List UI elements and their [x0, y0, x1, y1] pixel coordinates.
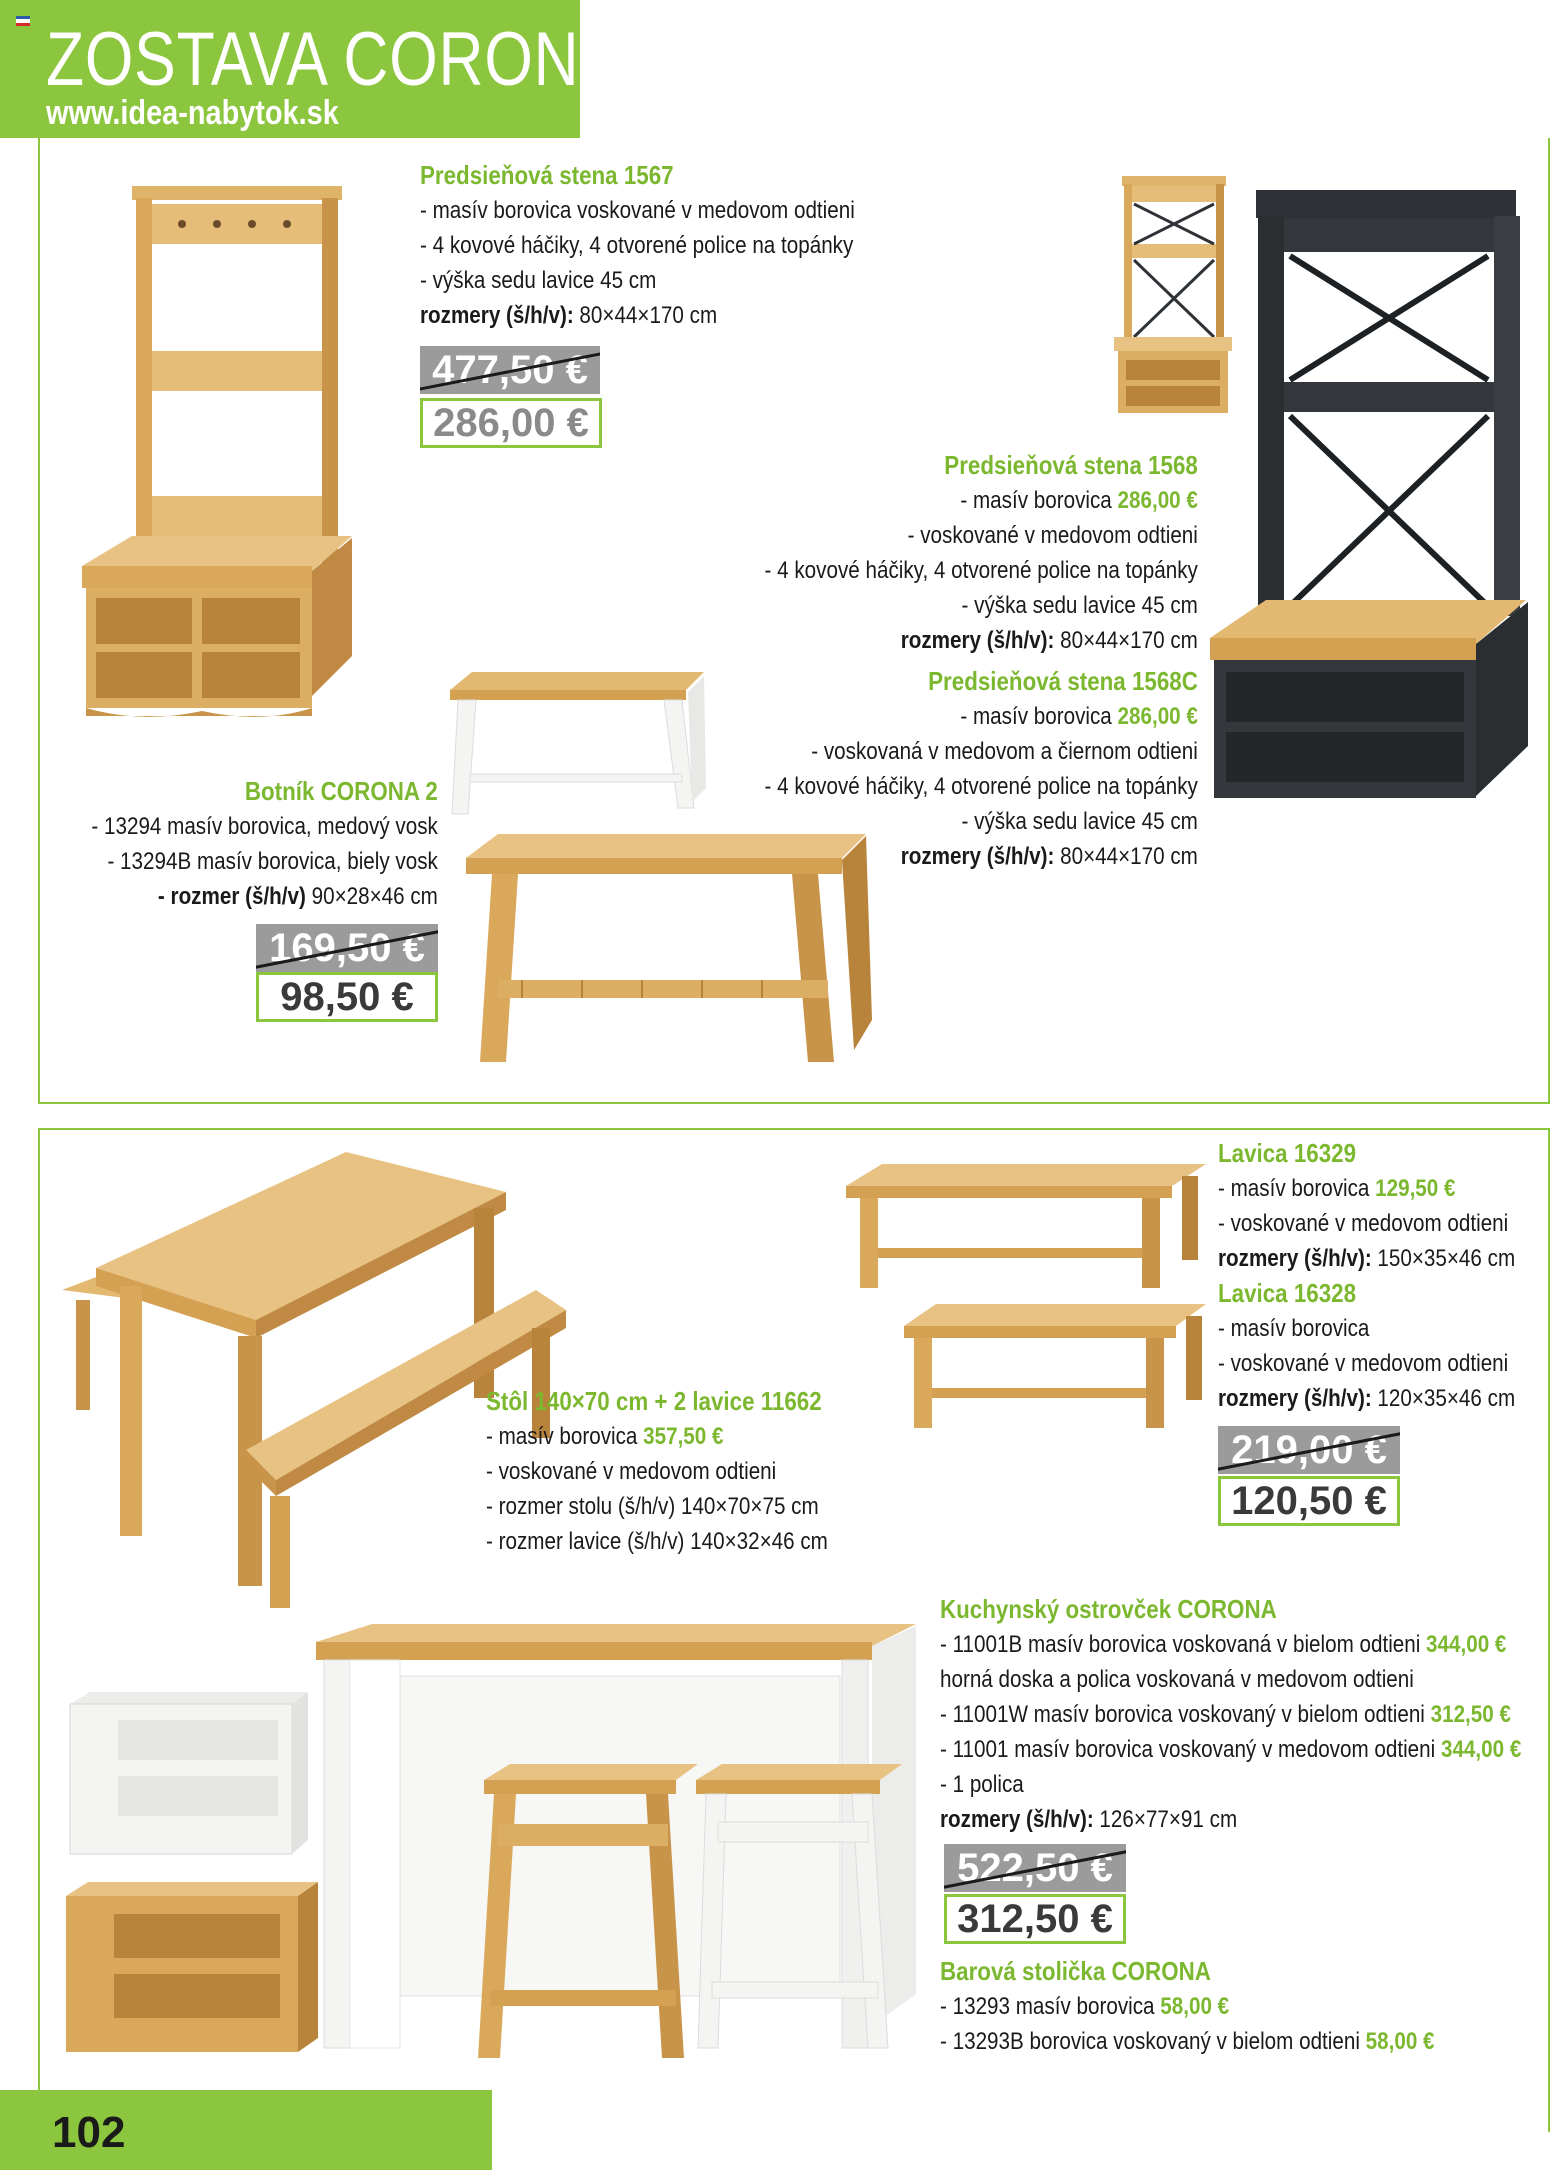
spec-line: - voskované v medovom odtieni: [1218, 1350, 1509, 1377]
botnik-info: [92, 774, 438, 914]
flag-icon: [16, 16, 30, 26]
spec-line: - 13294B masív borovica, biely vosk: [107, 848, 438, 875]
spec-text: - 11001B masív borovica voskovaná v bielom odtieni: [940, 1631, 1427, 1658]
sale-price: 120,50 €: [1218, 1476, 1400, 1526]
product-title: Botník CORONA 2: [245, 776, 438, 806]
dimensions: [420, 298, 855, 333]
spec-line: - voskované v medovom odtieni: [486, 1458, 777, 1485]
old-price: 522,50 €: [944, 1844, 1126, 1892]
inline-price: 286,00 €: [1117, 487, 1198, 514]
spec-text: - 13293B borovica voskovaný v bielom odtieni: [940, 2028, 1366, 2055]
price-line: [486, 1419, 828, 1454]
old-price: 169,50 €: [256, 924, 438, 972]
dimensions-label: rozmery (š/h/v):: [940, 1806, 1094, 1833]
white-shelf-image: [66, 1690, 312, 1858]
spec-line: - masív borovica: [1218, 1315, 1370, 1342]
spec-line: - 1 polica: [940, 1771, 1024, 1798]
dimensions-value: 120×35×46 cm: [1371, 1385, 1516, 1412]
spec-text: - masív borovica: [960, 487, 1118, 514]
website-link[interactable]: www.idea-nabytok.sk: [46, 94, 339, 132]
product-title: Stôl 140×70 cm + 2 lavice 11662: [486, 1386, 822, 1416]
stena-1568-info: [765, 448, 1198, 658]
white-shoe-bench-image: [442, 668, 712, 816]
bench-16328-image: [900, 1298, 1210, 1430]
price-line: [940, 1989, 1435, 2024]
spec-text: - masív borovica: [1218, 1175, 1376, 1202]
sale-price: 98,50 €: [256, 972, 438, 1022]
spec-line: - rozmer lavice (š/h/v) 140×32×46 cm: [486, 1528, 828, 1555]
inline-price: 357,50 €: [643, 1423, 724, 1450]
spec-text: - 11001W masív borovica voskovaný v bielom odtieni: [940, 1701, 1431, 1728]
price-line: [765, 483, 1198, 518]
bench-info: [1218, 1136, 1515, 1416]
product-title: Predsieňová stena 1568: [944, 450, 1198, 480]
inline-price: 312,50 €: [1430, 1701, 1511, 1728]
dimensions-label: rozmery (š/h/v):: [900, 843, 1055, 870]
spec-text: - masív borovica: [486, 1423, 644, 1450]
bench-16329-image: [842, 1156, 1210, 1292]
spec-text: - 13293 masív borovica: [940, 1993, 1161, 2020]
spec-line: - 4 kovové háčiky, 4 otvorené police na topánky: [764, 773, 1198, 800]
sale-price: 312,50 €: [944, 1894, 1126, 1944]
dimensions-value: 126×77×91 cm: [1093, 1806, 1238, 1833]
dimensions-value: 80×44×170 cm: [1054, 627, 1198, 654]
white-bar-stool-image: [692, 1762, 904, 2050]
product-title: Predsieňová stena 1568C: [928, 666, 1198, 696]
product-title: Barová stolička CORONA: [940, 1956, 1211, 1986]
spec-line: - 4 kovové háčiky, 4 otvorené police na topánky: [420, 232, 854, 259]
old-price: 219,00 €: [1218, 1426, 1400, 1474]
price-line: [940, 1697, 1521, 1732]
spec-text: - masív borovica: [960, 703, 1118, 730]
dimensions-value: 80×44×170 cm: [1054, 843, 1198, 870]
spec-line: - výška sedu lavice 45 cm: [961, 592, 1198, 619]
honey-bar-stool-image: [470, 1760, 700, 2060]
spec-line: - výška sedu lavice 45 cm: [420, 267, 657, 294]
dimensions: [940, 1802, 1521, 1837]
dimensions-label: rozmery (š/h/v):: [900, 627, 1055, 654]
product-title: Kuchynský ostrovček CORONA: [940, 1594, 1277, 1624]
dimensions: [765, 839, 1198, 874]
dimensions-value: 90×28×46 cm: [306, 883, 438, 910]
stena-1567-info: [420, 158, 855, 333]
hall-stand-1567-image: [72, 176, 372, 736]
dimensions: [765, 623, 1198, 658]
inline-price: 286,00 €: [1117, 703, 1198, 730]
spec-line: - voskovaná v medovom a čiernom odtieni: [811, 738, 1198, 765]
inline-price: 344,00 €: [1426, 1631, 1507, 1658]
price-line: [1218, 1171, 1515, 1206]
product-title: Lavica 16328: [1218, 1278, 1357, 1308]
inline-price: 344,00 €: [1440, 1736, 1522, 1763]
page-title: ZOSTAVA CORONA: [46, 17, 622, 102]
dimensions: [92, 879, 438, 914]
dimensions-label: - rozmer (š/h/v): [158, 883, 307, 910]
spec-line: - masív borovica voskované v medovom odtieni: [420, 197, 855, 224]
dimensions-label: rozmery (š/h/v):: [420, 302, 574, 329]
dimensions-label: rozmery (š/h/v):: [1218, 1385, 1372, 1412]
spec-line: - výška sedu lavice 45 cm: [961, 808, 1198, 835]
product-title: Lavica 16329: [1218, 1138, 1357, 1168]
dimensions: [1218, 1241, 1515, 1276]
old-price: 477,50 €: [420, 346, 600, 394]
dimensions-value: 80×44×170 cm: [573, 302, 718, 329]
inline-price: 129,50 €: [1375, 1175, 1456, 1202]
bar-stool-info: [940, 1954, 1435, 2059]
spec-line: - rozmer stolu (š/h/v) 140×70×75 cm: [486, 1493, 819, 1520]
price-line: [765, 699, 1198, 734]
spec-text: - 11001 masív borovica voskovaný v medovom odtieni: [940, 1736, 1441, 1763]
product-title: Predsieňová stena 1567: [420, 160, 674, 190]
table-set-info: [486, 1384, 828, 1559]
page-number: 102: [52, 2108, 126, 2157]
price-line: [940, 2024, 1435, 2059]
spec-line: - voskované v medovom odtieni: [1218, 1210, 1509, 1237]
dimensions-label: rozmery (š/h/v):: [1218, 1245, 1372, 1272]
spec-line: - voskované v medovom odtieni: [907, 522, 1198, 549]
spec-line: horná doska a polica voskovaná v medovom odtieni: [940, 1666, 1414, 1693]
price-line: [940, 1627, 1521, 1662]
inline-price: 58,00 €: [1365, 2028, 1435, 2055]
dimensions-value: 150×35×46 cm: [1371, 1245, 1516, 1272]
spec-line: - 4 kovové háčiky, 4 otvorené police na topánky: [764, 557, 1198, 584]
price-line: [940, 1732, 1521, 1767]
spec-line: - 13294 masív borovica, medový vosk: [91, 813, 438, 840]
inline-price: 58,00 €: [1160, 1993, 1230, 2020]
sale-price: 286,00 €: [420, 398, 602, 448]
stena-1568c-info: [765, 664, 1198, 874]
honey-shelf-image: [62, 1880, 322, 2056]
kitchen-island-info: [940, 1592, 1521, 1837]
dimensions: [1218, 1381, 1515, 1416]
hall-stand-1568c-image: [1206, 186, 1538, 808]
